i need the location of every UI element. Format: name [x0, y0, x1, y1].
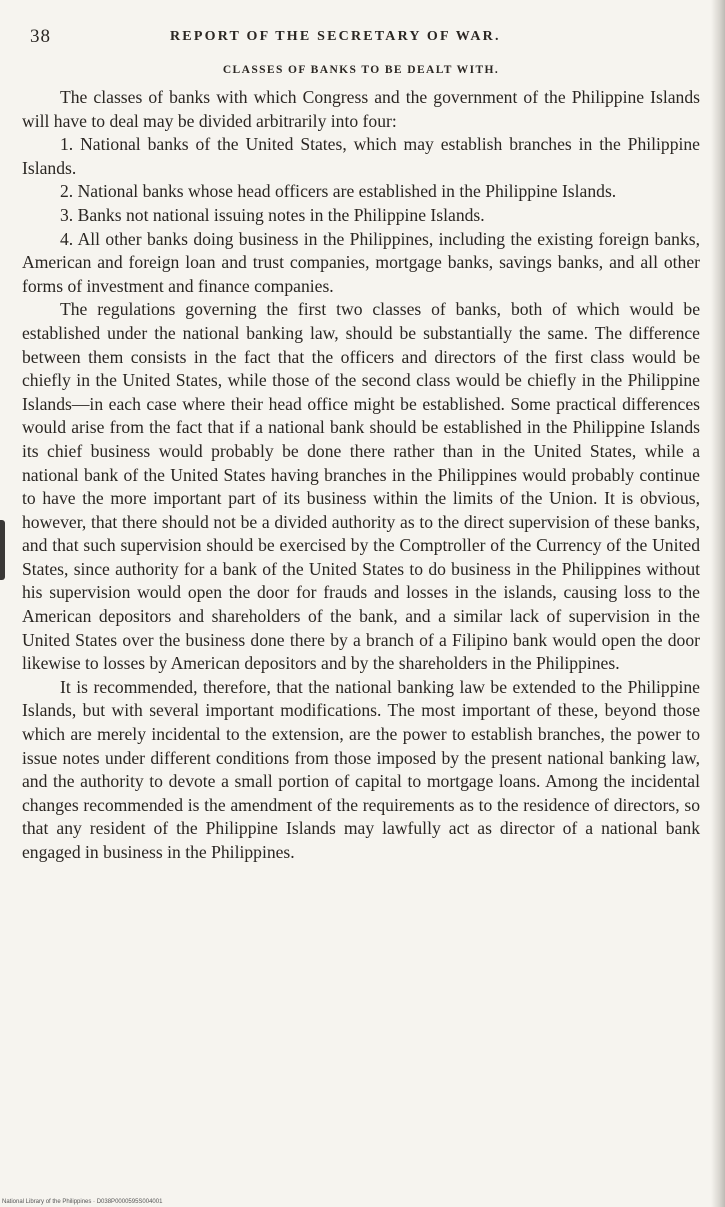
binding-mark: [0, 520, 5, 580]
running-title: REPORT OF THE SECRETARY OF WAR.: [170, 29, 501, 44]
list-item-4: 4. All other banks doing business in the Philippines, including the existing foreign banks, American and foreign loan and trust companies, mortgage banks, savings banks, and all other forms of investment and finance companies.: [22, 228, 700, 296]
list-item-3: 3. Banks not national issuing notes in the Philippine Islands.: [60, 204, 485, 225]
page-body: [22, 64, 700, 865]
recommendation-paragraph: It is recommended, therefore, that the national banking law be extended to the Philippine Islands, but with several important modifications. The most important of these, beyond those which are merely incidental to the extension, are the power to establish branches, the power to issue notes under different conditions from those imposed by the present national banking law, and the authority to devote a small portion of capital to mortgage loans. Among the incidental changes recommended is the amendment of the requirements as to the residence of directors, so that any resident of the Philippine Islands may lawfully act as director of a national bank engaged in business in the Philippines.: [22, 676, 700, 862]
page-number: 38: [30, 26, 51, 47]
section-heading: CLASSES OF BANKS TO BE DEALT WITH.: [222, 64, 500, 76]
list-item-2: 2. National banks whose head officers are established in the Philippine Islands.: [60, 181, 617, 202]
intro-paragraph: The classes of banks with which Congress and the government of the Philippine Islands will have to deal may be divided arbitrarily into four:: [22, 87, 700, 131]
list-item-1: 1. National banks of the United States, which may establish branches in the Philippine Islands.: [22, 134, 700, 178]
page-header: [30, 26, 695, 52]
regulations-paragraph: The regulations governing the first two classes of banks, both of which would be established under the national banking law, should be substantially the same. The difference between them consists in the fact that the officers and directors of the first class would be chiefly in the United States, while those of the second class would be chiefly in the Philippine Islands—in each case where their head office might be established. Some practical differences would arise from the fact that if a national bank should be established in the Philippine Islands its chief business would probably be done there rather than in the United States, while a national bank of the United States having branches in the Philippines would probably continue to have the more important part of its business within the limits of the Union. It is obvious, however, that there should not be a divided authority as to the direct supervision of these banks, and that such supervision should be exercised by the Comptroller of the Currency of the United States, since authority for a bank of the United States to do business in the Philippines without his supervision would open the door for frauds and losses in the islands, causing loss to the American depositors and shareholders of the bank, and a similar lack of supervision in the United States over the business done there by a branch of a Filipino bank would open the door likewise to losses by American depositors and by the shareholders in the Philippines.: [22, 299, 700, 674]
page-edge-shadow: [711, 0, 725, 1207]
scan-footer: National Library of the Philippines · D038P0000595S004001: [2, 1199, 163, 1205]
